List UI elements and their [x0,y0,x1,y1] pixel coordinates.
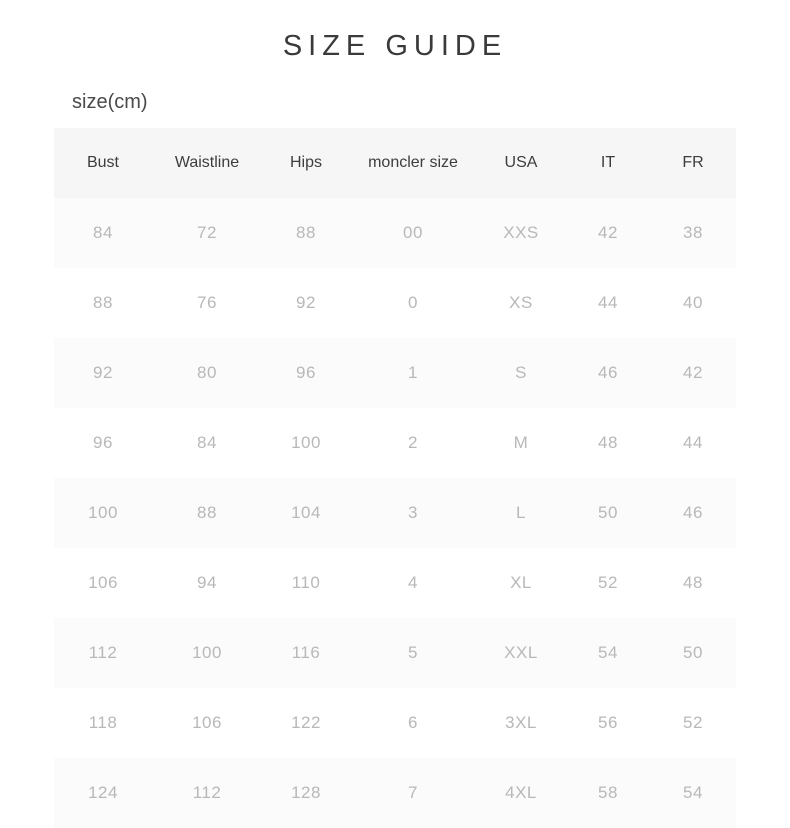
cell-bust: 118 [54,688,152,758]
column-header-it: IT [566,128,650,198]
column-header-fr: FR [650,128,736,198]
cell-hips: 96 [262,338,350,408]
cell-usa: XXS [476,198,566,268]
size-table-header [54,128,736,198]
cell-usa: XS [476,268,566,338]
cell-it: 58 [566,758,650,828]
cell-waistline: 80 [152,338,262,408]
cell-bust: 84 [54,198,152,268]
cell-waistline: 84 [152,408,262,478]
cell-it: 54 [566,618,650,688]
cell-fr: 54 [650,758,736,828]
column-header-moncler-size: moncler size [350,128,476,198]
cell-moncler-size: 4 [350,548,476,618]
cell-usa: 4XL [476,758,566,828]
cell-bust: 96 [54,408,152,478]
column-header-waistline: Waistline [152,128,262,198]
cell-bust: 100 [54,478,152,548]
cell-hips: 92 [262,268,350,338]
table-row [54,408,736,478]
cell-bust: 124 [54,758,152,828]
cell-waistline: 100 [152,618,262,688]
table-row [54,478,736,548]
cell-bust: 88 [54,268,152,338]
cell-fr: 52 [650,688,736,758]
cell-moncler-size: 2 [350,408,476,478]
cell-waistline: 112 [152,758,262,828]
cell-fr: 44 [650,408,736,478]
cell-fr: 38 [650,198,736,268]
cell-fr: 40 [650,268,736,338]
cell-moncler-size: 7 [350,758,476,828]
cell-usa: S [476,338,566,408]
cell-usa: XXL [476,618,566,688]
cell-it: 48 [566,408,650,478]
cell-usa: 3XL [476,688,566,758]
cell-it: 56 [566,688,650,758]
cell-hips: 122 [262,688,350,758]
cell-usa: M [476,408,566,478]
cell-moncler-size: 6 [350,688,476,758]
cell-moncler-size: 5 [350,618,476,688]
cell-it: 52 [566,548,650,618]
cell-usa: L [476,478,566,548]
size-table-body [54,198,736,828]
cell-moncler-size: 0 [350,268,476,338]
cell-hips: 104 [262,478,350,548]
table-row [54,618,736,688]
cell-waistline: 106 [152,688,262,758]
cell-bust: 92 [54,338,152,408]
cell-waistline: 94 [152,548,262,618]
table-row [54,268,736,338]
cell-hips: 88 [262,198,350,268]
cell-hips: 116 [262,618,350,688]
size-table [54,128,736,828]
column-header-hips: Hips [262,128,350,198]
cell-moncler-size: 3 [350,478,476,548]
table-row [54,338,736,408]
page-title: SIZE GUIDE [282,30,508,62]
cell-moncler-size: 1 [350,338,476,408]
cell-moncler-size: 00 [350,198,476,268]
table-header-row [54,128,736,198]
unit-label: size(cm) [72,91,148,113]
cell-waistline: 88 [152,478,262,548]
cell-it: 44 [566,268,650,338]
table-row [54,758,736,828]
cell-it: 46 [566,338,650,408]
cell-it: 50 [566,478,650,548]
size-table-container [54,128,736,828]
cell-hips: 100 [262,408,350,478]
table-row [54,688,736,758]
table-row [54,198,736,268]
cell-fr: 48 [650,548,736,618]
column-header-usa: USA [476,128,566,198]
table-row [54,548,736,618]
cell-waistline: 76 [152,268,262,338]
cell-fr: 50 [650,618,736,688]
cell-hips: 110 [262,548,350,618]
cell-hips: 128 [262,758,350,828]
cell-fr: 46 [650,478,736,548]
column-header-bust: Bust [54,128,152,198]
cell-bust: 112 [54,618,152,688]
cell-usa: XL [476,548,566,618]
cell-fr: 42 [650,338,736,408]
cell-bust: 106 [54,548,152,618]
cell-waistline: 72 [152,198,262,268]
cell-it: 42 [566,198,650,268]
